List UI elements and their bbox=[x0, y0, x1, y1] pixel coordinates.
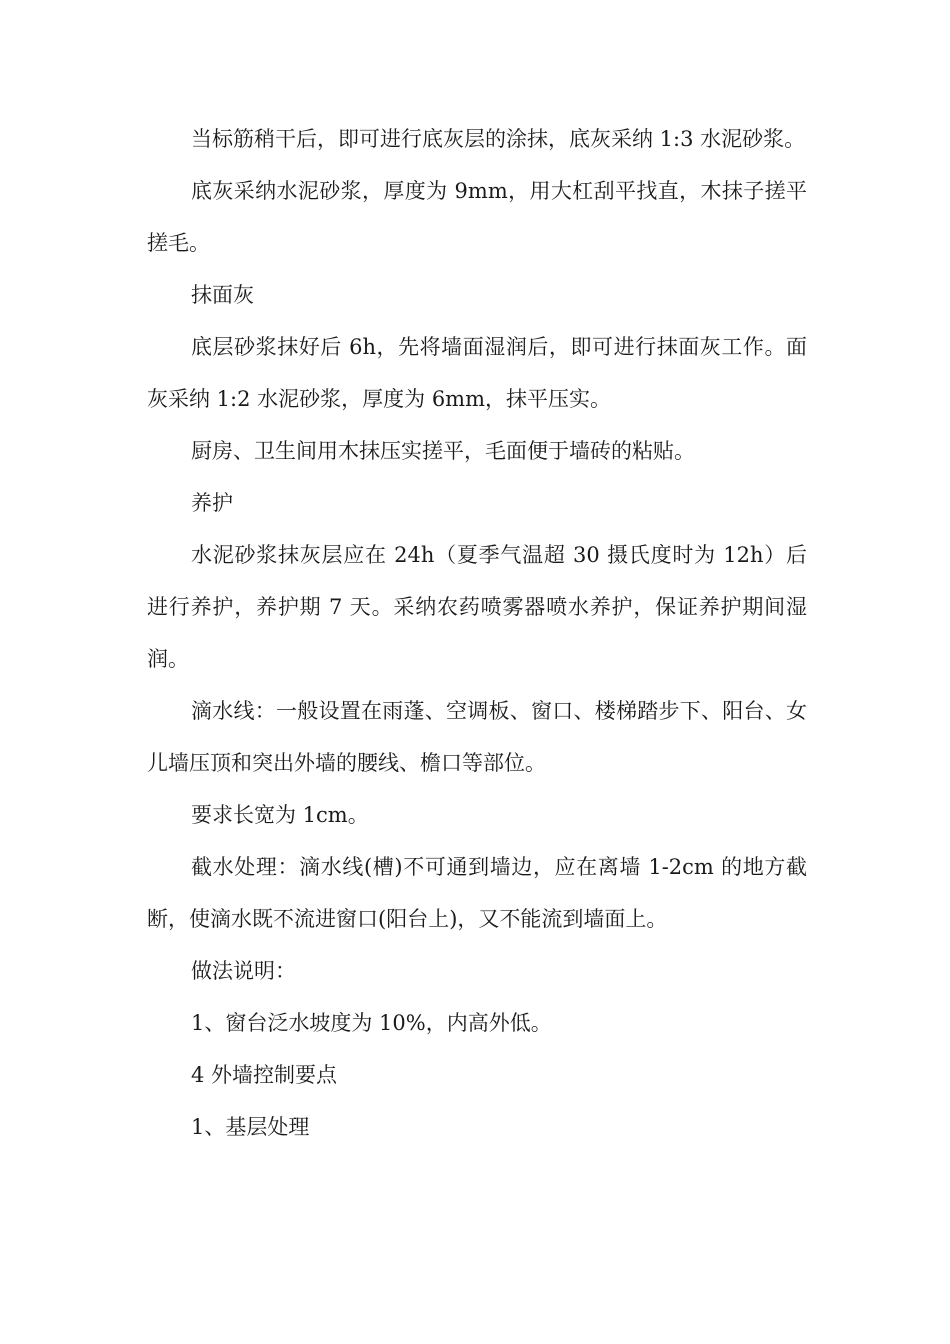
paragraph-finish-coat: 底层砂浆抹好后 6h，先将墙面湿润后，即可进行抹面灰工作。面灰采纳 1:2 水泥砂浆，厚度为 6mm，抹平压实。 bbox=[147, 335, 807, 411]
heading-method-notes: 做法说明： bbox=[191, 959, 296, 983]
paragraph-base-coat-thickness: 底灰采纳水泥砂浆，厚度为 9mm，用大杠刮平找直，木抹子搓平搓毛。 bbox=[147, 179, 807, 255]
paragraph-kitchen-bathroom: 厨房、卫生间用木抹压实搓平，毛面便于墙砖的粘贴。 bbox=[191, 439, 695, 463]
paragraph-water-cutoff: 截水处理：滴水线(槽)不可通到墙边，应在离墙 1-2cm 的地方截断，使滴水既不流进窗口(阳台上)，又不能流到墙面上。 bbox=[147, 855, 807, 931]
paragraph-drip-line: 滴水线：一般设置在雨蓬、空调板、窗口、楼梯踏步下、阳台、女儿墙压顶和突出外墙的腰线、檐口等部位。 bbox=[147, 699, 807, 775]
paragraph-curing: 水泥砂浆抹灰层应在 24h（夏季气温超 30 摄氏度时为 12h）后进行养护，养护期 7 天。采纳农药喷雾器喷水养护，保证养护期间湿润。 bbox=[147, 543, 807, 671]
heading-exterior-wall: 4 外墙控制要点 bbox=[191, 1063, 338, 1087]
paragraph-sill-slope: 1、窗台泛水坡度为 10%，内高外低。 bbox=[191, 1011, 552, 1035]
heading-curing: 养护 bbox=[191, 491, 233, 515]
paragraph-base-coat: 当标筋稍干后，即可进行底灰层的涂抹，底灰采纳 1:3 水泥砂浆。 bbox=[191, 127, 806, 151]
heading-finish-coat: 抹面灰 bbox=[191, 283, 254, 307]
heading-substrate-treatment: 1、基层处理 bbox=[191, 1115, 310, 1139]
document-body bbox=[147, 113, 807, 1153]
paragraph-drip-size: 要求长宽为 1cm。 bbox=[191, 803, 369, 827]
